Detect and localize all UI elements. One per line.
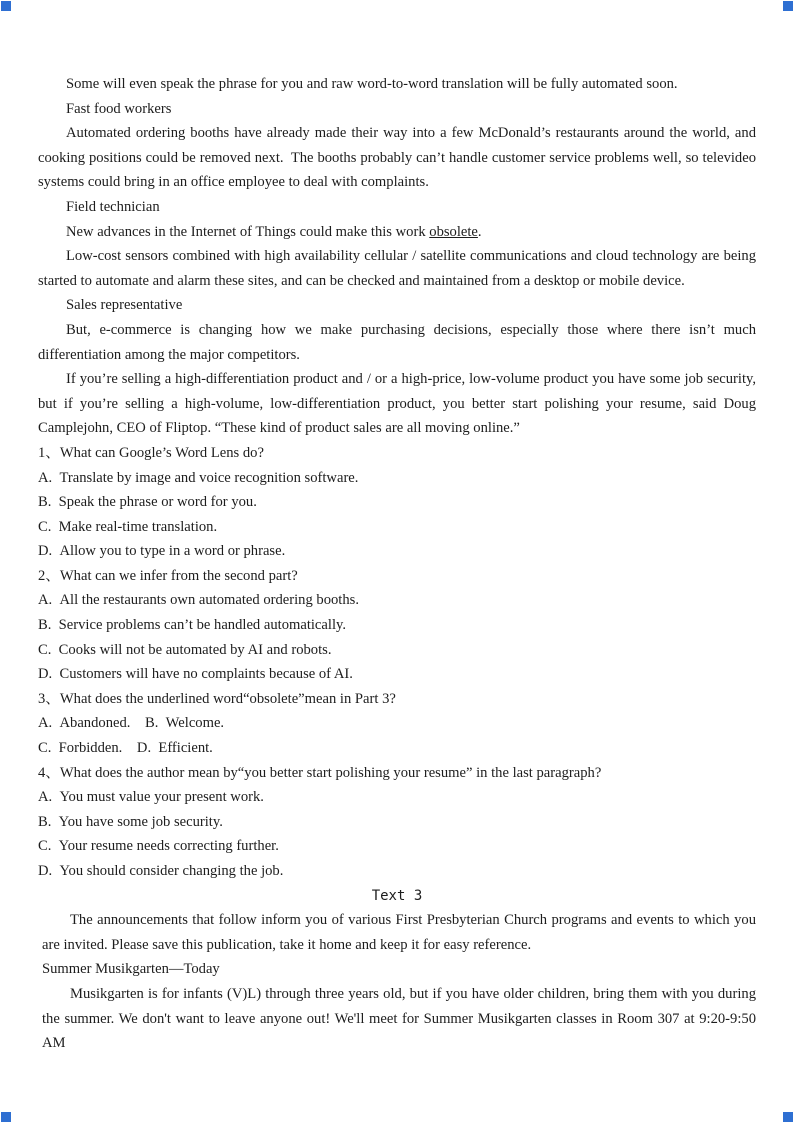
question-2-option-a: A. All the restaurants own automated ordering booths. [38, 592, 359, 609]
text-segment: . [477, 223, 482, 240]
question-3-options-cd: C. Forbidden. D. Efficient. [38, 740, 213, 757]
question-2: 2、What can we infer from the second part? [38, 567, 298, 584]
corner-handle-bottom-left [1, 1112, 11, 1122]
underlined-word: obsolete [429, 223, 478, 240]
document-content [38, 72, 756, 1056]
section-label-sales-representative: Sales representative [66, 297, 183, 314]
paragraph-announcements-intro: The announcements that follow inform you of various First Presbyterian Church programs and events to which you are invited. Please save this publication, take it home and keep it for easy reference. [42, 912, 756, 953]
question-4: 4、What does the author mean by“you better start polishing your resume” in the last paragraph? [38, 764, 602, 781]
question-1: 1、What can Google’s Word Lens do? [38, 444, 264, 461]
paragraph-ecommerce: But, e-commerce is changing how we make purchasing decisions, especially those where there isn’t much differentiation among the major competitors. [38, 321, 756, 363]
question-1-option-c: C. Make real-time translation. [38, 518, 218, 535]
question-2-option-d: D. Customers will have no complaints because of AI. [38, 666, 353, 683]
corner-handle-top-left [1, 1, 11, 11]
corner-handle-bottom-right [783, 1112, 793, 1122]
question-1-option-d: D. Allow you to type in a word or phrase. [38, 543, 286, 560]
text-segment: New advances in the Internet of Things could make this work [66, 223, 430, 240]
corner-handle-top-right [783, 1, 793, 11]
paragraph-sensors: Low-cost sensors combined with high availability cellular / satellite communications and cloud technology are being started to automate and alarm these sites, and can be checked and maintained from a desktop or mobile device. [38, 248, 756, 289]
section-label-summer-musikgarten: Summer Musikgarten—Today [42, 961, 220, 978]
question-4-option-a: A. You must value your present work. [38, 789, 264, 806]
section-label-fast-food-workers: Fast food workers [66, 100, 172, 117]
section-label-field-technician: Field technician [66, 198, 160, 215]
paragraph-fliptop-quote: If you’re selling a high-differentiation product and / or a high-price, low-volume product you have some job security, but if you’re selling a high-volume, low-differentiation product, you better start polishing your resume, said Doug Camplejohn, CEO of Fliptop. “These kind of product sales are all moving online.” [38, 371, 756, 437]
paragraph-intro-translation: Some will even speak the phrase for you and raw word-to-word translation will be fully automated soon. [66, 76, 678, 92]
question-3: 3、What does the underlined word“obsolete”mean in Part 3? [38, 690, 396, 707]
question-1-option-b: B. Speak the phrase or word for you. [38, 494, 257, 511]
paragraph-musikgarten: Musikgarten is for infants (V)L) through three years old, but if you have older children, bring them with you during the summer. We don't want to leave anyone out! We'll meet for Summer Musikgarten classes in Room 307 at 9:20-9:50 AM [42, 985, 756, 1052]
question-3-options-ab: A. Abandoned. B. Welcome. [38, 715, 225, 732]
paragraph-field-technician [38, 220, 756, 245]
question-1-option-a: A. Translate by image and voice recognition software. [38, 469, 359, 486]
question-2-option-c: C. Cooks will not be automated by AI and robots. [38, 641, 332, 658]
question-4-option-c: C. Your resume needs correcting further. [38, 838, 279, 855]
question-4-option-b: B. You have some job security. [38, 813, 223, 830]
paragraph-fast-food: Automated ordering booths have already made their way into a few McDonald’s restaurants around the world, and cooking positions could be removed next. The booths probably can’t handle customer service problems well, so televideo systems could bring in an office employee to deal with complaints. [38, 125, 756, 191]
question-4-option-d: D. You should consider changing the job. [38, 863, 284, 879]
question-2-option-b: B. Service problems can’t be handled automatically. [38, 617, 346, 634]
heading-text-3: Text 3 [371, 887, 423, 904]
